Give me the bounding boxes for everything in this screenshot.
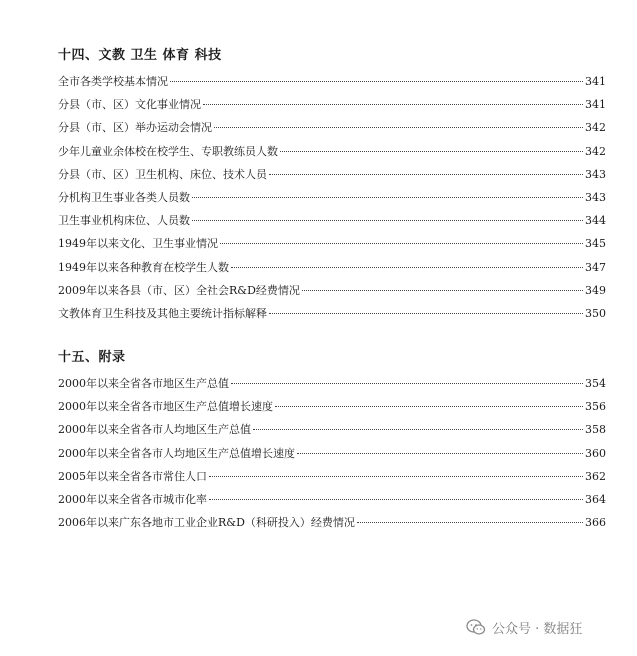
toc-entry-title: 卫生事业机构床位、人员数 (58, 214, 190, 228)
toc-entry[interactable] (58, 442, 606, 465)
toc-entry-page: 358 (585, 423, 606, 437)
toc-entry[interactable] (58, 256, 606, 279)
dot-leader (192, 220, 583, 221)
section-culture-health (58, 44, 606, 325)
toc-entry[interactable] (58, 395, 606, 418)
toc-list (58, 372, 606, 534)
toc-entry[interactable] (58, 372, 606, 395)
toc-entry-title: 分县（市、区）举办运动会情况 (58, 121, 212, 135)
toc-entry-page: 349 (585, 283, 606, 297)
toc-entry-title: 1949年以来各种教育在校学生人数 (58, 260, 229, 274)
dot-leader (203, 104, 583, 105)
toc-entry-title: 少年儿童业余体校在校学生、专职教练员人数 (58, 144, 278, 158)
toc-entry-title: 全市各类学校基本情况 (58, 75, 168, 88)
toc-entry-title: 文教体育卫生科技及其他主要统计指标解释 (58, 306, 267, 320)
dot-leader (269, 174, 583, 175)
toc-entry-page: 350 (585, 306, 606, 320)
toc-entry-title: 分县（市、区）文化事业情况 (58, 98, 201, 112)
toc-entry[interactable] (58, 93, 606, 116)
wechat-icon (466, 619, 486, 636)
toc-entry-page: 360 (585, 446, 606, 460)
dot-leader (275, 406, 583, 407)
section-appendix (58, 346, 606, 534)
toc-entry-title: 2009年以来各县（市、区）全社会R&D经费情况 (58, 283, 300, 297)
dot-leader (253, 429, 583, 430)
section-heading: 十四、文教 卫生 体育 科技 (58, 48, 222, 63)
toc-entry-title: 分县（市、区）卫生机构、床位、技术人员 (58, 167, 267, 181)
toc-entry-title: 分机构卫生事业各类人员数 (58, 190, 190, 204)
toc-entry-title: 2000年以来全省各市人均地区生产总值 (58, 423, 251, 437)
toc-entry-page: 344 (585, 214, 606, 228)
dot-leader (209, 476, 583, 477)
toc-entry-page: 364 (585, 492, 606, 506)
dot-leader (170, 81, 583, 82)
dot-leader (214, 127, 583, 128)
toc-entry[interactable] (58, 116, 606, 139)
dot-leader (220, 243, 583, 244)
toc-entry-page: 356 (585, 400, 606, 414)
toc-entry-page: 345 (585, 237, 606, 251)
toc-entry-page: 343 (585, 167, 606, 181)
toc-entry[interactable] (58, 279, 606, 302)
toc-entry[interactable] (58, 70, 606, 93)
dot-leader (302, 290, 583, 291)
toc-entry-page: 354 (585, 377, 606, 390)
toc-entry-title: 2005年以来全省各市常住人口 (58, 469, 207, 483)
toc-entry-title: 2000年以来全省各市地区生产总值 (58, 377, 229, 390)
toc-entry-page: 366 (585, 516, 606, 530)
toc-entry-title: 2000年以来全省各市人均地区生产总值增长速度 (58, 446, 295, 460)
toc-entry[interactable] (58, 511, 606, 534)
watermark (466, 618, 582, 637)
toc-entry[interactable] (58, 418, 606, 441)
dot-leader (297, 453, 583, 454)
toc-entry[interactable] (58, 232, 606, 255)
toc-list (58, 70, 606, 325)
toc-entry-page: 341 (585, 98, 606, 112)
toc-entry-page: 342 (585, 144, 606, 158)
dot-leader (231, 383, 583, 384)
toc-entry[interactable] (58, 465, 606, 488)
toc-entry[interactable] (58, 186, 606, 209)
watermark-text: 公众号 · 数据狂 (492, 622, 583, 637)
toc-entry[interactable] (58, 302, 606, 325)
toc-entry-page: 343 (585, 190, 606, 204)
toc-entry-title: 2000年以来全省各市城市化率 (58, 492, 207, 506)
dot-leader (280, 151, 583, 152)
toc-entry-title: 1949年以来文化、卫生事业情况 (58, 237, 218, 251)
dot-leader (357, 522, 583, 523)
toc-entry[interactable] (58, 488, 606, 511)
toc-entry-title: 2000年以来全省各市地区生产总值增长速度 (58, 400, 273, 414)
toc-entry[interactable] (58, 140, 606, 163)
dot-leader (209, 499, 583, 500)
section-heading: 十五、附录 (58, 350, 126, 365)
dot-leader (231, 267, 583, 268)
toc-entry-page: 342 (585, 121, 606, 135)
toc-entry-title: 2006年以来广东各地市工业企业R&D（科研投入）经费情况 (58, 516, 355, 530)
toc-entry-page: 362 (585, 469, 606, 483)
toc-entry[interactable] (58, 163, 606, 186)
toc-entry[interactable] (58, 209, 606, 232)
dot-leader (192, 197, 583, 198)
toc-entry-page: 341 (585, 75, 606, 88)
toc-entry-page: 347 (585, 260, 606, 274)
dot-leader (269, 313, 583, 314)
